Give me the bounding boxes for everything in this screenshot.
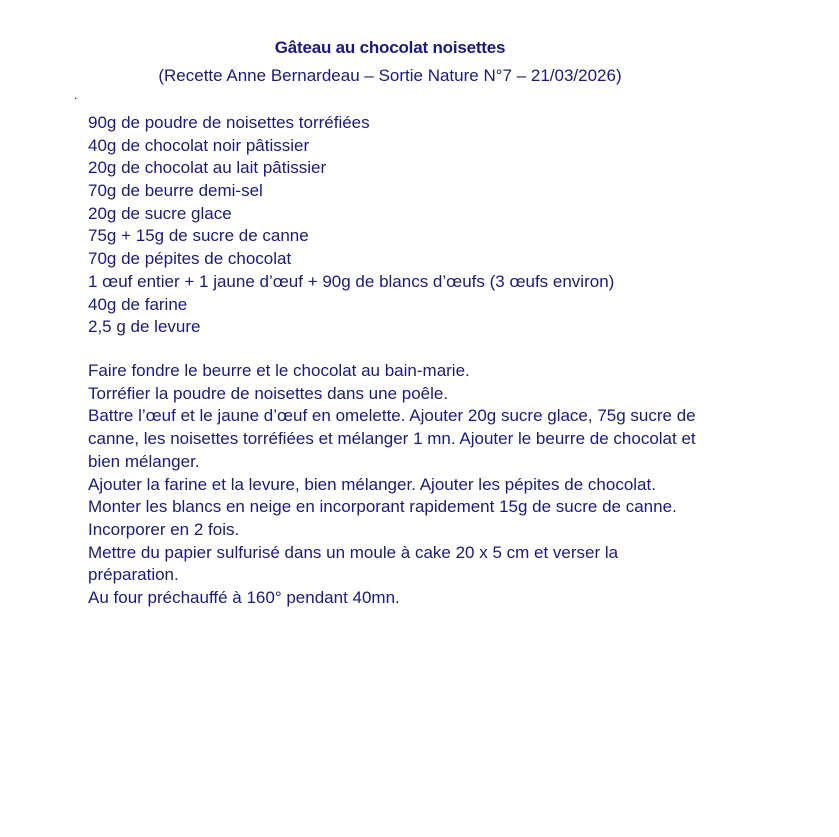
instruction-step: Torréfier la poudre de noisettes dans une poêle. (88, 383, 449, 403)
recipe-title: Gâteau au chocolat noisettes (274, 38, 506, 57)
ingredient-item: 1 œuf entier + 1 jaune d’œuf + 90g de blancs d’œufs (3 œufs environ) (88, 271, 615, 291)
ingredient-item: 20g de chocolat au lait pâtissier (88, 158, 327, 178)
recipe-subtitle: (Recette Anne Bernardeau – Sortie Nature N°7 – 21/03/2026) (158, 66, 622, 85)
ingredient-item: 20g de sucre glace (88, 203, 232, 223)
stray-dot: . (74, 88, 78, 102)
instruction-step: Battre l’œuf et le jaune d’œuf en omelette. Ajouter 20g sucre glace, 75g sucre de canne, les noisettes torréfiées et mélanger 1 mn. Ajouter le beurre de chocolat et bien mélanger. (88, 406, 696, 471)
ingredient-item: 70g de pépites de chocolat (88, 249, 292, 269)
instruction-list (88, 360, 708, 610)
instruction-step: Faire fondre le beurre et le chocolat au bain-marie. (88, 361, 470, 380)
ingredient-item: 40g de farine (88, 294, 188, 314)
ingredient-item: 90g de poudre de noisettes torréfiées (88, 113, 370, 132)
ingredient-item: 70g de beurre demi-sel (88, 181, 263, 201)
ingredient-item: 40g de chocolat noir pâtissier (88, 135, 310, 155)
instruction-step: Mettre du papier sulfurisé dans un moule à cake 20 x 5 cm et verser la préparation. (88, 542, 619, 585)
ingredient-item: 75g + 15g de sucre de canne (88, 226, 309, 246)
ingredient-item: 2,5 g de levure (88, 317, 201, 337)
instruction-step: Monter les blancs en neige en incorporant rapidement 15g de sucre de canne. Incorporer en 2 fois. (88, 497, 677, 539)
ingredient-list (88, 112, 614, 339)
instruction-step: Ajouter la farine et la levure, bien mélanger. Ajouter les pépites de chocolat. (88, 474, 656, 494)
instruction-step: Au four préchauffé à 160° pendant 40mn. (88, 588, 400, 608)
